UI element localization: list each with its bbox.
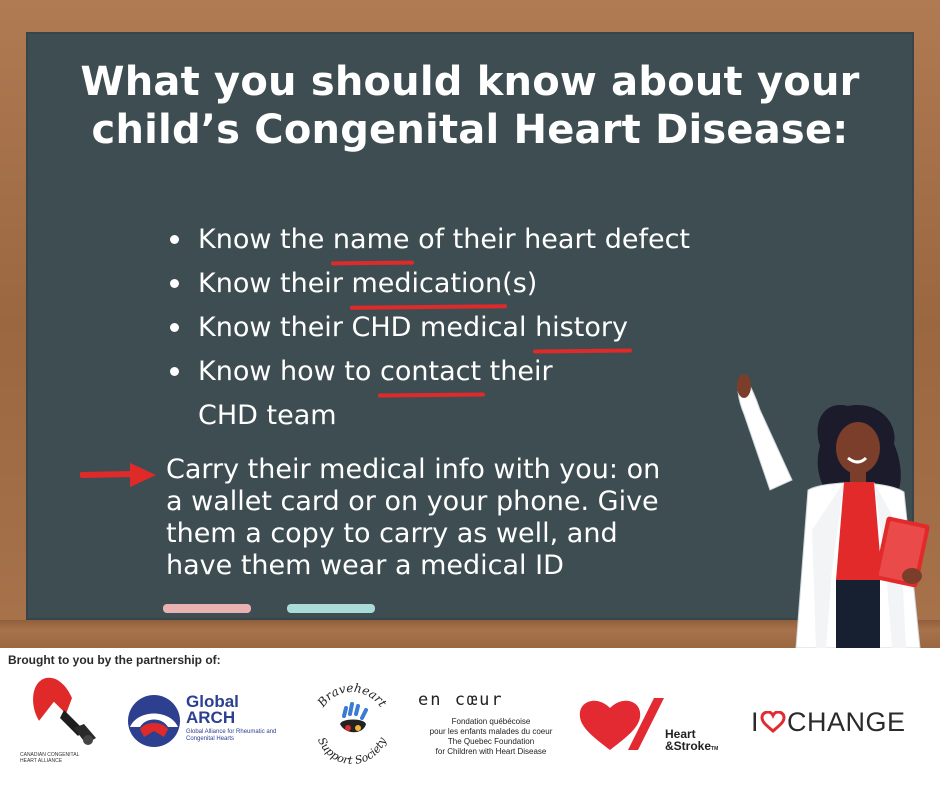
arrow-right-icon — [80, 459, 160, 491]
list-item: Know the name of their heart defect — [166, 218, 690, 262]
heart-outline-icon — [760, 711, 786, 733]
heart-and-stroke-logo — [578, 696, 668, 752]
pink-chalk — [163, 604, 251, 613]
underlined-word: name — [333, 218, 410, 262]
cchal-name: CANADIAN CONGENITAL HEART ALLIANCE — [20, 752, 80, 764]
global-arch-title: Global ARCH — [186, 692, 239, 727]
svg-text:Support Society — [315, 735, 389, 767]
braveheart-top-text: Braveheart — [314, 680, 390, 710]
list-item: Know their medication(s) — [166, 262, 690, 306]
underlined-word: medication — [352, 262, 503, 306]
title-line-2: child’s Congenital Heart Disease: — [91, 107, 849, 153]
braveheart-logo — [304, 674, 400, 770]
global-arch-subtitle: Global Alliance for Rheumatic and Congenital Hearts — [186, 729, 277, 742]
list-item: Know their CHD medical history — [166, 306, 690, 350]
doctor-illustration — [716, 370, 940, 648]
carry-info-text: Carry their medical info with you: on a wallet card or on your phone. Give them a copy to carry as well, and have them wear a medical ID — [166, 454, 661, 581]
i-change-logo: I CHANGE — [751, 707, 906, 737]
en-coeur-title: en cœur — [418, 690, 504, 710]
checklist — [166, 218, 690, 438]
underlined-word: history — [535, 306, 628, 350]
teal-chalk — [287, 604, 375, 613]
partnership-label: Brought to you by the partnership of: — [8, 653, 221, 667]
title-line-1: What you should know about your — [80, 59, 860, 105]
underlined-word: contact — [380, 350, 481, 394]
cchal-logo — [26, 674, 106, 754]
braveheart-bottom-text: Support Society — [314, 735, 389, 768]
en-coeur-subtitle: Fondation québécoise pour les enfants malades du coeur The Quebec Foundation for Children with Heart Disease — [429, 717, 553, 756]
page-title — [20, 58, 920, 154]
global-arch-logo — [124, 695, 184, 747]
heart-and-stroke-name: Heart &StrokeTM — [665, 727, 719, 753]
list-item: Know how to contact their CHD team — [166, 350, 690, 438]
